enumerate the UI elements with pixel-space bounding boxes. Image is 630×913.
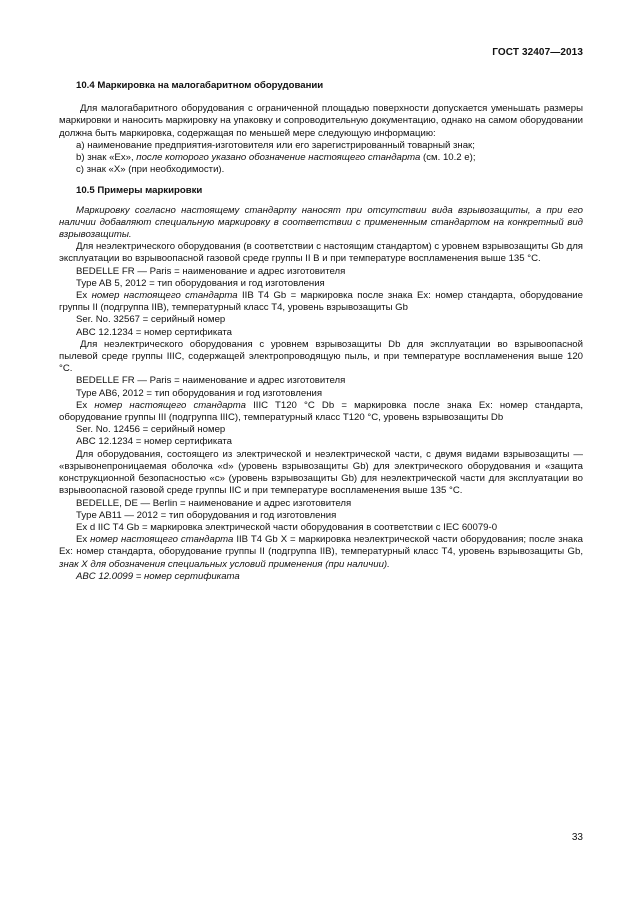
section-10-5-heading: 10.5 Примеры маркировки — [76, 185, 203, 197]
page-number: 33 — [571, 832, 583, 843]
example-3-manufacturer: BEDELLE, DE — Berlin = наименование и адрес изготовителя — [76, 497, 352, 509]
example-3-description: Для оборудования, состоящего из электрической и неэлектрической части, с двумя видами взрывозащиты — «взрывонепроницаемая оболочка «d» (уровень взрывозащиты Gb) для электрического оборудования и «защита конструкционной безопасностью «с» (уровень взрывозащиты Gb) для неэлектрической части для эксплуатации во взрывоопасной газовой среде группы IIC и при температуре воспламенения выше 135 °С. — [59, 448, 583, 497]
example-1-serial: Ser. No. 32567 = серийный номер — [76, 314, 226, 326]
example-1-marking: Ex номер настоящего стандарта IIB T4 Gb = маркировка после знака Ex: номер стандарта, оборудование группы II (подгруппа IIB), температурный класс Т4, уровень взрывозащиты Gb — [59, 290, 583, 314]
example-1-certificate: ABC 12.1234 = номер сертификата — [76, 326, 232, 338]
list-item-a: a) наименование предприятия-изготовителя или его зарегистрированный товарный знак; — [76, 139, 475, 151]
example-2-certificate: ABC 12.1234 = номер сертификата — [76, 436, 232, 448]
example-1-manufacturer: BEDELLE FR — Paris = наименование и адрес изготовителя — [76, 265, 346, 277]
example-2-marking: Ex номер настоящего стандарта IIIC T120 °C Db = маркировка после знака Ex: номер стандарта, оборудование группы III (подгруппа IIIC), температурный класс Т120 °С, уровень взрывозащиты Db — [59, 399, 583, 424]
example-3-nonelectrical-marking: Ex номер настоящего стандарта IIB T4 Gb X = маркировка неэлектрической части оборудования; после знака Ex: номер стандарта, оборудование группы II (подгруппа IIB), температурный класс Т4, уровень взрывозащиты Gb, знак X для обозначения специальных условий применения (при наличии). — [59, 534, 583, 570]
example-3-electrical-marking: Ex d IIC T4 Gb = маркировка электрической части оборудования в соответствии с IEC 60079-0 — [76, 521, 498, 533]
example-1-description: Для неэлектрического оборудования (в соответствии с настоящим стандартом) с уровнем взрывозащиты Gb для эксплуатации во взрывоопасной газовой среде группы II В и при температуре воспламенения выше 135 °С. — [59, 241, 583, 265]
example-2-type: Type AB6, 2012 = тип оборудования и год изготовления — [76, 387, 323, 399]
example-3-certificate: ABC 12.0099 = номер сертификата — [76, 570, 240, 582]
page-content — [59, 80, 583, 583]
list-item-c: c) знак «X» (при необходимости). — [76, 164, 225, 176]
example-1-type: Type AB 5, 2012 = тип оборудования и год изготовления — [76, 277, 325, 289]
section-10-4-heading: 10.4 Маркировка на малогабаритном оборудовании — [76, 80, 324, 91]
section-10-5-intro: Маркировку согласно настоящему стандарту наносят при отсутствии вида взрывозащиты, а при его наличии добавляют специальную маркировку в соответствии с примененным стандартом на конкретный вид взрывозащиты. — [59, 204, 583, 241]
section-10-4-paragraph: Для малогабаритного оборудования с ограниченной площадью поверхности допускается уменьшать размеры маркировки и наносить маркировку на упаковку и сопроводительную документацию, однако на самом оборудовании должна быть маркировка, содержащая по меньшей мере следующую информацию: — [59, 103, 583, 139]
list-item-b: b) знак «Ex», после которого указано обозначение настоящего стандарта (см. 10.2 е); — [76, 152, 476, 164]
example-3-type: Type AB11 — 2012 = тип оборудования и год изготовления — [76, 509, 337, 521]
example-2-manufacturer: BEDELLE FR — Paris = наименование и адрес изготовителя — [76, 375, 346, 387]
example-2-serial: Ser. No. 12456 = серийный номер — [76, 424, 226, 436]
example-2-description: Для неэлектрического оборудования с уровнем взрывозащиты Db для эксплуатации во взрывоопасной пылевой среде группы IIIC, содержащей электропроводящую пыль, и при температуре воспламенения выше 120 °С. — [59, 338, 583, 375]
document-id: ГОСТ 32407—2013 — [492, 47, 583, 58]
